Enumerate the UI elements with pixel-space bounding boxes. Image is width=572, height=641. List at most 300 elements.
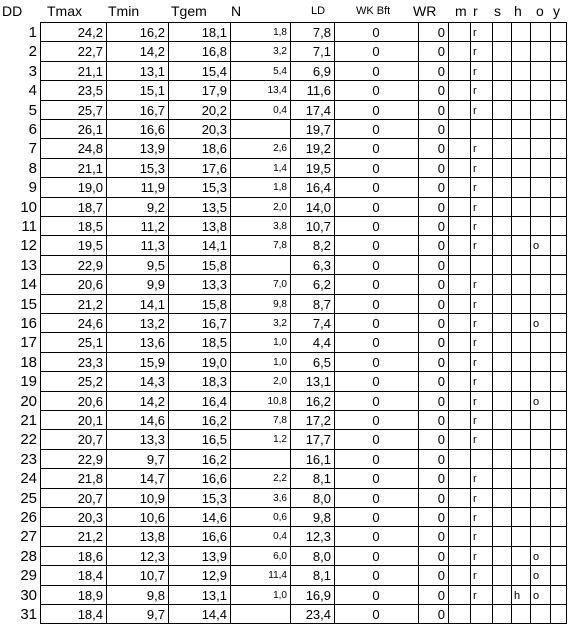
cell-wr: 0 [437, 257, 445, 273]
column-divider [566, 22, 567, 624]
cell-r: r [473, 492, 477, 505]
header-ld: LD [311, 5, 326, 17]
cell-r: r [473, 46, 477, 59]
cell-tmin: 13,2 [139, 316, 165, 331]
cell-tmin: 12,3 [139, 548, 165, 564]
cell-tmin: 11,9 [140, 180, 165, 196]
header-wr: WR [413, 3, 437, 19]
cell-n: 9,8 [273, 298, 287, 310]
cell-tmin: 10,7 [139, 568, 165, 584]
cell-tmin: 14,7 [139, 471, 165, 487]
cell-ld: 8,0 [312, 548, 331, 564]
cell-tgem: 19,0 [201, 354, 227, 370]
cell-tmax: 25,7 [77, 102, 103, 118]
row-divider [40, 604, 567, 605]
row-divider [40, 585, 567, 586]
cell-wr: 0 [437, 393, 445, 409]
cell-wk: 0 [372, 83, 380, 99]
day-number: 9 [28, 179, 37, 197]
cell-o: o [533, 570, 540, 583]
cell-r: r [473, 512, 477, 524]
cell-wk: 0 [372, 413, 380, 428]
day-number: 27 [20, 528, 37, 546]
header-tmax: Tmax [47, 3, 82, 19]
cell-ld: 7,4 [312, 316, 331, 331]
cell-tgem: 17,6 [201, 160, 227, 176]
header-r: r [473, 3, 478, 19]
cell-r: r [473, 473, 477, 486]
day-number: 2 [28, 43, 37, 61]
cell-wr: 0 [437, 587, 445, 603]
row-divider [40, 468, 567, 469]
cell-wk: 0 [372, 587, 380, 603]
cell-n: 6,0 [273, 550, 287, 562]
row-divider [40, 119, 567, 120]
cell-tmax: 18,7 [77, 199, 103, 215]
cell-wk: 0 [372, 296, 380, 312]
row-divider [40, 138, 567, 139]
cell-tmin: 9,5 [146, 257, 165, 273]
cell-wr: 0 [437, 510, 445, 525]
column-divider [530, 22, 531, 624]
cell-n: 3,2 [273, 46, 287, 58]
row-divider [40, 410, 567, 411]
row-divider [40, 197, 567, 198]
cell-ld: 23,4 [305, 607, 331, 622]
cell-wr: 0 [437, 354, 445, 370]
row-divider [40, 158, 567, 159]
cell-tgem: 15,3 [201, 490, 227, 506]
cell-tmax: 20,7 [77, 432, 103, 448]
cell-tmax: 24,6 [77, 316, 103, 331]
cell-tmax: 19,0 [77, 180, 103, 196]
cell-wr: 0 [437, 122, 445, 137]
cell-tmin: 13,9 [139, 141, 165, 157]
day-number: 19 [20, 373, 37, 391]
cell-ld: 14,0 [305, 199, 331, 215]
cell-tmin: 14,3 [139, 374, 165, 390]
cell-r: r [473, 182, 477, 195]
cell-tmax: 18,9 [77, 587, 103, 603]
cell-tmax: 25,1 [77, 335, 103, 351]
cell-tmin: 15,9 [139, 354, 165, 370]
day-number: 25 [20, 489, 37, 507]
cell-n: 1,4 [273, 162, 287, 174]
cell-tmax: 22,9 [77, 257, 103, 273]
row-divider [40, 429, 567, 430]
cell-tmax: 24,8 [77, 141, 103, 157]
cell-wk: 0 [372, 180, 380, 196]
day-number: 1 [28, 24, 37, 41]
cell-ld: 8,7 [312, 296, 331, 312]
cell-tgem: 14,4 [201, 607, 227, 622]
cell-wk: 0 [372, 510, 380, 525]
cell-ld: 12,3 [305, 529, 331, 545]
cell-tmax: 18,4 [77, 568, 103, 584]
cell-wk: 0 [372, 25, 380, 40]
cell-tmax: 23,3 [77, 354, 103, 370]
cell-wk: 0 [372, 122, 380, 137]
cell-ld: 4,4 [312, 335, 331, 351]
cell-wr: 0 [437, 63, 445, 79]
cell-tgem: 16,2 [201, 413, 227, 428]
cell-wk: 0 [372, 141, 380, 157]
cell-wr: 0 [437, 199, 445, 215]
cell-tgem: 17,9 [201, 83, 227, 99]
cell-o: o [533, 589, 540, 602]
cell-wk: 0 [372, 354, 380, 370]
cell-ld: 19,2 [305, 141, 331, 157]
cell-n: 1,0 [273, 337, 287, 349]
cell-r: r [473, 143, 477, 156]
cell-tgem: 18,1 [201, 25, 227, 40]
day-number: 21 [20, 412, 37, 429]
cell-tmax: 21,2 [77, 296, 103, 312]
cell-n: 1,0 [273, 589, 287, 601]
day-number: 30 [20, 586, 37, 604]
column-divider [550, 22, 551, 624]
cell-n: 7,8 [273, 240, 287, 252]
cell-r: r [473, 201, 477, 214]
cell-n: 3,8 [273, 221, 287, 232]
cell-wk: 0 [372, 335, 380, 351]
cell-tgem: 13,9 [201, 548, 227, 564]
cell-tmax: 26,1 [77, 122, 103, 137]
cell-ld: 9,8 [312, 510, 331, 525]
cell-tmax: 20,6 [77, 277, 103, 293]
cell-tmin: 15,3 [139, 160, 165, 176]
day-number: 31 [20, 606, 37, 623]
row-divider [40, 488, 567, 489]
column-divider [290, 22, 291, 624]
cell-n: 0,6 [273, 512, 287, 523]
row-divider [40, 61, 567, 62]
column-divider [168, 22, 169, 624]
header-s: s [494, 3, 501, 19]
cell-r: r [473, 104, 477, 117]
row-divider [40, 352, 567, 353]
cell-tmax: 20,6 [77, 393, 103, 409]
cell-ld: 6,2 [312, 277, 331, 293]
cell-tmax: 20,1 [77, 413, 103, 428]
cell-tmin: 10,6 [139, 510, 165, 525]
row-divider [40, 255, 567, 256]
cell-tmax: 21,8 [77, 471, 103, 487]
cell-r: r [473, 434, 477, 447]
header-n: N [231, 3, 242, 19]
cell-wr: 0 [437, 219, 445, 234]
day-number: 22 [20, 431, 37, 449]
cell-ld: 7,1 [312, 44, 331, 60]
row-divider [40, 371, 567, 372]
cell-o: o [533, 395, 540, 408]
cell-ld: 17,7 [305, 432, 331, 448]
cell-tmin: 13,3 [139, 432, 165, 448]
row-divider [40, 391, 567, 392]
cell-tmin: 16,6 [139, 122, 165, 137]
cell-ld: 6,9 [312, 63, 331, 79]
cell-ld: 8,1 [312, 471, 331, 487]
cell-wr: 0 [437, 607, 445, 622]
cell-r: r [473, 376, 477, 389]
cell-n: 13,4 [267, 85, 287, 97]
cell-ld: 16,9 [305, 587, 331, 603]
cell-wr: 0 [437, 451, 445, 467]
cell-tmin: 14,1 [139, 296, 165, 312]
row-divider [40, 332, 567, 333]
row-divider [40, 216, 567, 217]
cell-r: r [473, 221, 477, 233]
cell-n: 1,2 [273, 434, 287, 446]
cell-ld: 8,2 [312, 238, 331, 254]
cell-ld: 19,5 [305, 160, 331, 176]
day-number: 14 [20, 276, 37, 294]
cell-r: r [473, 589, 477, 602]
cell-n: 1,8 [273, 182, 287, 194]
cell-tmax: 21,1 [77, 63, 103, 79]
cell-tmin: 14,6 [139, 413, 165, 428]
cell-ld: 6,5 [312, 354, 331, 370]
day-number: 26 [20, 509, 37, 526]
cell-wr: 0 [437, 529, 445, 545]
cell-tgem: 16,5 [201, 432, 227, 448]
day-number: 13 [20, 256, 37, 274]
cell-tgem: 18,3 [201, 374, 227, 390]
cell-tmax: 22,7 [77, 44, 103, 60]
cell-n: 7,0 [273, 279, 287, 291]
cell-tmin: 13,1 [139, 63, 165, 79]
cell-n: 2,0 [273, 376, 287, 388]
cell-tgem: 15,4 [201, 63, 227, 79]
cell-n: 3,2 [273, 318, 287, 329]
cell-tmax: 24,2 [77, 25, 103, 40]
cell-wr: 0 [437, 413, 445, 428]
cell-tgem: 13,1 [201, 587, 227, 603]
cell-tmin: 14,2 [139, 44, 165, 60]
cell-tgem: 20,2 [201, 102, 227, 118]
cell-wk: 0 [372, 277, 380, 293]
row-divider [40, 80, 567, 81]
cell-n: 5,4 [273, 65, 287, 77]
cell-tmin: 15,1 [139, 83, 165, 99]
row-divider [40, 623, 567, 624]
cell-wk: 0 [372, 374, 380, 390]
day-number: 7 [28, 140, 37, 158]
day-number: 17 [20, 334, 37, 352]
cell-wr: 0 [437, 102, 445, 118]
cell-wr: 0 [437, 83, 445, 99]
cell-wr: 0 [437, 277, 445, 293]
cell-ld: 16,1 [305, 451, 331, 467]
day-number: 12 [20, 237, 37, 255]
cell-r: r [473, 395, 477, 408]
cell-tmax: 25,2 [77, 374, 103, 390]
cell-tgem: 13,3 [201, 277, 227, 293]
cell-tmin: 9,2 [146, 199, 165, 215]
cell-ld: 19,7 [305, 122, 331, 137]
cell-wk: 0 [372, 568, 380, 584]
cell-wk: 0 [372, 490, 380, 506]
cell-tmin: 13,6 [139, 335, 165, 351]
cell-ld: 16,2 [305, 393, 331, 409]
cell-wr: 0 [437, 160, 445, 176]
day-number: 24 [20, 470, 37, 488]
cell-tgem: 20,3 [201, 122, 227, 137]
cell-wk: 0 [372, 199, 380, 215]
row-divider [40, 235, 567, 236]
cell-r: r [473, 298, 477, 311]
cell-tmin: 9,7 [146, 607, 165, 622]
cell-tmin: 10,9 [139, 490, 165, 506]
cell-tmin: 16,7 [139, 102, 165, 118]
cell-tmin: 9,7 [146, 451, 165, 467]
cell-ld: 7,8 [312, 25, 331, 40]
cell-tgem: 15,8 [201, 296, 227, 312]
cell-tgem: 16,8 [201, 44, 227, 60]
cell-n: 1,8 [273, 27, 287, 38]
cell-tmax: 20,7 [77, 490, 103, 506]
cell-wk: 0 [372, 393, 380, 409]
cell-r: r [473, 337, 477, 350]
cell-ld: 16,4 [305, 180, 331, 196]
cell-r: r [473, 570, 477, 583]
day-number: 11 [21, 218, 37, 235]
cell-o: o [533, 318, 540, 330]
cell-tmin: 9,9 [146, 277, 165, 293]
day-number: 8 [28, 159, 37, 177]
cell-wk: 0 [372, 257, 380, 273]
cell-tgem: 15,3 [201, 180, 227, 196]
day-number: 16 [20, 315, 37, 332]
cell-wr: 0 [437, 471, 445, 487]
header-tmin: Tmin [108, 3, 140, 19]
cell-wr: 0 [437, 432, 445, 448]
cell-n: 0,4 [273, 531, 287, 543]
cell-wk: 0 [372, 316, 380, 331]
column-divider [40, 22, 41, 624]
cell-wr: 0 [437, 25, 445, 40]
cell-tmax: 21,2 [77, 529, 103, 545]
cell-wk: 0 [372, 44, 380, 60]
cell-o: o [533, 240, 540, 253]
cell-tgem: 16,7 [201, 316, 227, 331]
row-divider [40, 546, 567, 547]
cell-ld: 11,6 [306, 83, 331, 99]
cell-wk: 0 [372, 219, 380, 234]
cell-ld: 8,1 [312, 568, 331, 584]
cell-ld: 8,0 [312, 490, 331, 506]
header-dd: DD [2, 3, 23, 19]
cell-wr: 0 [437, 374, 445, 390]
day-number: 4 [28, 82, 37, 100]
cell-ld: 17,4 [305, 102, 331, 118]
cell-r: r [473, 240, 477, 253]
cell-tmax: 22,9 [77, 451, 103, 467]
cell-tmin: 13,8 [139, 529, 165, 545]
cell-tgem: 14,1 [201, 238, 227, 254]
row-divider [40, 22, 567, 23]
cell-ld: 6,3 [312, 257, 331, 273]
day-number: 28 [20, 547, 37, 565]
cell-n: 10,8 [267, 395, 287, 407]
cell-r: r [473, 318, 477, 330]
header-tgem: Tgem [171, 3, 207, 19]
column-divider [230, 22, 231, 624]
cell-tgem: 15,8 [201, 257, 227, 273]
cell-wr: 0 [437, 568, 445, 584]
header-wk-bft: WK Bft [356, 5, 391, 17]
cell-r: r [473, 356, 477, 369]
cell-tmin: 11,3 [140, 238, 165, 254]
cell-tmax: 19,5 [77, 238, 103, 254]
day-number: 6 [28, 121, 37, 138]
cell-wk: 0 [372, 432, 380, 448]
cell-wr: 0 [437, 335, 445, 351]
cell-tmax: 18,5 [77, 219, 103, 234]
row-divider [40, 507, 567, 508]
header-y: y [553, 3, 560, 19]
row-divider [40, 100, 567, 101]
cell-tmax: 21,1 [77, 160, 103, 176]
row-divider [40, 565, 567, 566]
cell-n: 1,0 [273, 356, 287, 368]
cell-tmax: 23,5 [77, 83, 103, 99]
cell-n: 11,4 [268, 570, 287, 582]
cell-tmin: 9,8 [146, 587, 165, 603]
cell-ld: 17,2 [305, 413, 331, 428]
cell-tmax: 18,6 [77, 548, 103, 564]
cell-wk: 0 [372, 451, 380, 467]
day-number: 29 [20, 567, 37, 585]
cell-n: 2,2 [273, 473, 287, 485]
day-number: 20 [20, 392, 37, 410]
cell-r: r [473, 85, 477, 98]
cell-o: o [533, 550, 540, 563]
cell-tgem: 13,8 [201, 219, 227, 234]
cell-n: 0,4 [273, 104, 287, 116]
cell-tmax: 20,3 [77, 510, 103, 525]
cell-wk: 0 [372, 548, 380, 564]
cell-tgem: 18,5 [201, 335, 227, 351]
cell-wr: 0 [437, 490, 445, 506]
day-number: 5 [28, 101, 37, 119]
cell-tgem: 14,6 [201, 510, 227, 525]
column-divider [470, 22, 471, 624]
cell-wk: 0 [372, 63, 380, 79]
day-number: 23 [20, 450, 37, 468]
cell-wr: 0 [437, 141, 445, 157]
cell-wk: 0 [372, 471, 380, 487]
day-number: 3 [28, 62, 37, 80]
row-divider [40, 41, 567, 42]
cell-tgem: 13,5 [201, 199, 227, 215]
header-o: o [536, 3, 544, 19]
cell-r: r [473, 65, 477, 78]
row-divider [40, 313, 567, 314]
cell-wk: 0 [372, 160, 380, 176]
cell-n: 7,8 [273, 415, 287, 426]
cell-wr: 0 [437, 548, 445, 564]
header-m: m [455, 3, 467, 19]
cell-wk: 0 [372, 529, 380, 545]
cell-r: r [473, 415, 477, 427]
cell-r: r [473, 162, 477, 175]
cell-r: r [473, 531, 477, 544]
column-divider [106, 22, 107, 624]
column-divider [334, 22, 335, 624]
cell-wr: 0 [437, 238, 445, 254]
column-divider [492, 22, 493, 624]
